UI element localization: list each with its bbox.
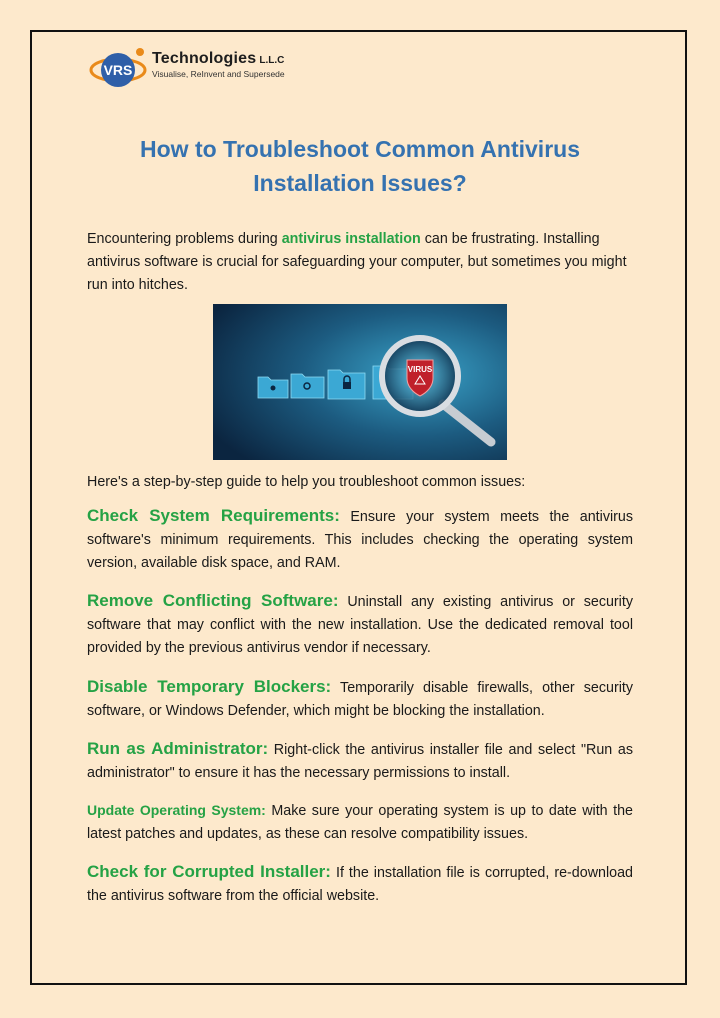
company-logo: [88, 42, 308, 98]
step-disable-temporary-blockers: [87, 675, 633, 723]
step-text: Uninstall any existing antivirus or security software that may conflict with the new installation. Use the dedicated removal tool provided by the previous antivirus vendor if necessary.: [87, 594, 633, 657]
logo-tagline: Visualise, ReInvent and Supersede: [152, 69, 285, 79]
step-text: Right-click the antivirus installer file and select "Run as administrator" to ensure it has the necessary permissions to install.: [87, 741, 633, 781]
step-text: If the installation file is corrupted, re-download the antivirus software from the official website.: [87, 865, 633, 905]
logo-name: Technologies: [152, 50, 257, 67]
virus-scan-illustration: [213, 304, 507, 460]
intro-after: can be frustrating. Installing antivirus software is crucial for safeguarding your computer, but sometimes you might run into hitches.: [87, 231, 627, 293]
guide-intro: Here's a step-by-step guide to help you troubleshoot common issues:: [87, 474, 526, 490]
step-text: Make sure your operating system is up to date with the latest patches and updates, as these can resolve compatibility issues.: [87, 803, 633, 843]
logo-suffix: L.L.C: [259, 55, 285, 66]
virus-badge-text: VIRUS: [407, 365, 433, 374]
step-title: Disable Temporary Blockers:: [87, 676, 332, 696]
step-title: Remove Conflicting Software:: [87, 591, 339, 611]
title-line-1: How to Troubleshoot Common Antivirus: [140, 136, 580, 162]
page-title: [60, 132, 660, 200]
step-text: Temporarily disable firewalls, other security software, or Windows Defender, which might be blocking the installation.: [87, 679, 634, 719]
step-update-operating-system: [87, 799, 633, 846]
vrs-logo-icon: [88, 42, 152, 98]
step-title: Check System Requirements:: [87, 506, 340, 525]
step-text: Ensure your system meets the antivirus software's minimum requirements. This includes checking the operating system version, available disk space, and RAM.: [87, 509, 633, 571]
step-title: Run as Administrator:: [87, 738, 269, 758]
step-check-corrupted-installer: [87, 860, 633, 908]
svg-text:VRS: VRS: [103, 62, 133, 78]
step-run-as-administrator: [87, 737, 633, 785]
step-check-system-requirements: [87, 504, 633, 575]
step-title: Update Operating System:: [87, 802, 266, 819]
intro-before: Encountering problems during: [87, 231, 282, 247]
step-remove-conflicting-software: [87, 589, 633, 660]
title-line-2: Installation Issues?: [253, 170, 467, 196]
intro-paragraph: [87, 228, 633, 297]
step-title: Check for Corrupted Installer:: [87, 862, 331, 882]
antivirus-installation-link[interactable]: antivirus installation: [281, 231, 421, 247]
steps-list: [87, 504, 633, 918]
